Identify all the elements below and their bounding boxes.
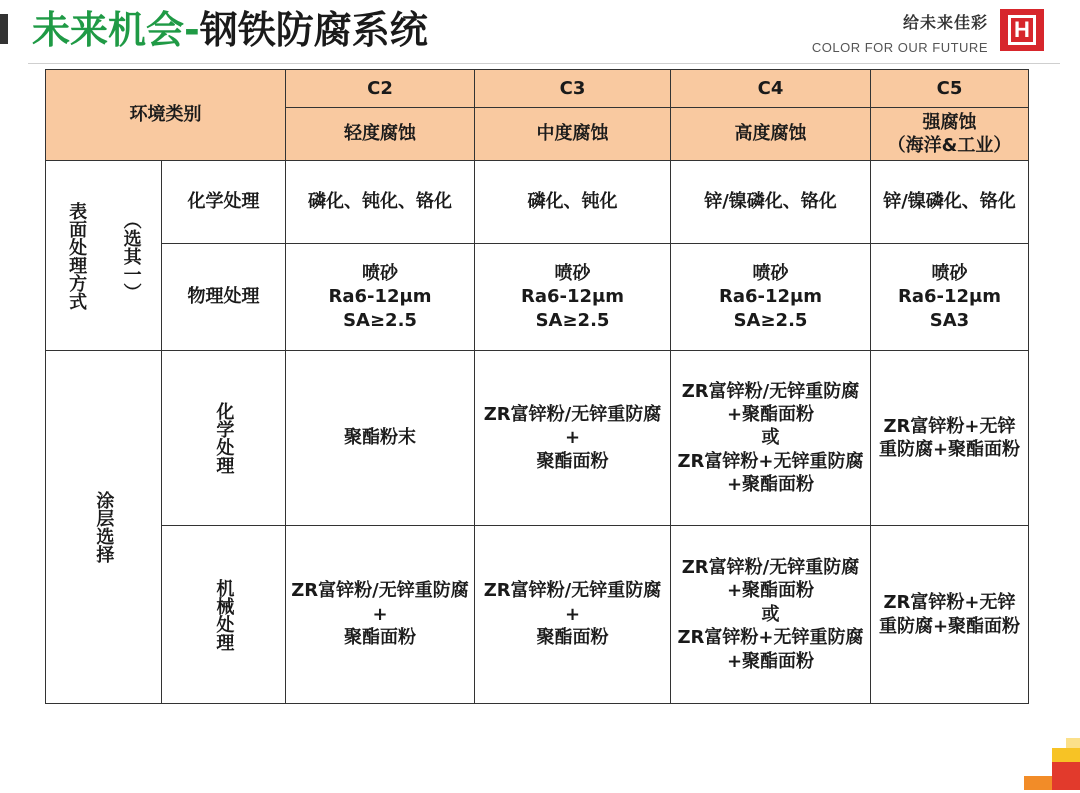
page-title	[32, 4, 428, 56]
col-code-c4: C4	[671, 70, 871, 108]
cell-line: ZR富锌粉/无锌重防腐	[291, 580, 469, 602]
cell-line: SA3	[929, 309, 970, 331]
col-code-c2: C2	[286, 70, 475, 108]
surface-physical-label: 物理处理	[162, 244, 286, 351]
logo-frame	[1008, 15, 1036, 45]
corner-color-block-light	[1066, 738, 1080, 748]
cell-line: Ra6-12μm	[718, 286, 823, 308]
cell-line: ZR富锌粉+无锌重防腐+聚酯面粉	[677, 450, 864, 496]
cell-line: SA≥2.5	[733, 309, 808, 331]
coating-chemical-label	[162, 351, 286, 526]
cell-line: +	[564, 603, 581, 625]
col-level-c3: 中度腐蚀	[475, 108, 671, 161]
cell-line: ZR富锌粉+无锌重防腐+聚酯面粉	[677, 627, 864, 672]
cell-line: +	[564, 427, 581, 449]
col-level-c5-note: （海洋&工业）	[887, 135, 1012, 156]
coating-chemical-c3	[475, 351, 671, 526]
header-divider	[28, 63, 1060, 64]
title-dark-part: 钢铁防腐系统	[199, 8, 428, 52]
coating-mechanical-label-text: 机械处理	[213, 578, 235, 651]
coating-chemical-c4	[671, 351, 871, 526]
coating-mechanical-c3	[475, 526, 671, 704]
brand-block	[812, 10, 988, 55]
table-row	[46, 244, 1029, 351]
col-level-c2: 轻度腐蚀	[286, 108, 475, 161]
surface-physical-c2	[286, 244, 475, 351]
cell-line: +	[372, 603, 388, 625]
col-level-c5	[871, 108, 1029, 161]
env-category-header: 环境类别	[46, 70, 286, 161]
table-row	[46, 70, 1029, 108]
coating-chemical-c2	[286, 351, 475, 526]
col-level-c4: 高度腐蚀	[671, 108, 871, 161]
cell-line: ZR富锌粉+无锌重防腐+聚酯面粉	[878, 415, 1021, 460]
cell-line: Ra6-12μm	[520, 286, 625, 308]
surface-treatment-label	[46, 161, 162, 351]
coating-mechanical-label	[162, 526, 286, 704]
left-accent-bar	[0, 14, 8, 44]
cell-line: 或	[761, 427, 780, 449]
brand-slogan-cn: 给未来佳彩	[902, 13, 988, 32]
surface-physical-c4	[671, 244, 871, 351]
surface-chemical-c4: 锌/镍磷化、铬化	[671, 161, 871, 244]
table-row	[46, 161, 1029, 244]
surface-chemical-c2: 磷化、钝化、铬化	[286, 161, 475, 244]
corner-color-block-orange	[1024, 776, 1052, 790]
surface-label-main: 表面处理方式	[66, 201, 88, 310]
cell-line: ZR富锌粉+无锌重防腐+聚酯面粉	[878, 592, 1021, 637]
surface-chemical-c5: 锌/镍磷化、铬化	[871, 161, 1029, 244]
cell-line: Ra6-12μm	[328, 286, 432, 308]
brand-logo	[1000, 9, 1044, 51]
col-level-c5-main: 强腐蚀	[922, 111, 977, 133]
cell-line: 喷砂	[752, 262, 789, 284]
cell-line: SA≥2.5	[535, 309, 610, 331]
surface-physical-c5	[871, 244, 1029, 351]
cell-line: 聚酯粉末	[344, 427, 416, 449]
surface-chemical-c3: 磷化、钝化	[475, 161, 671, 244]
corner-color-block-red	[1052, 762, 1080, 790]
cell-line: 聚酯面粉	[536, 450, 609, 472]
coating-mechanical-c4	[671, 526, 871, 704]
table-row	[46, 526, 1029, 704]
coating-label-text: 涂层选择	[93, 491, 115, 563]
title-green-part: 未来机会-	[32, 8, 200, 52]
coating-selection-label	[46, 351, 162, 704]
cell-line: SA≥2.5	[343, 309, 417, 331]
table-row	[46, 351, 1029, 526]
cell-line: 喷砂	[362, 262, 398, 284]
col-code-c3: C3	[475, 70, 671, 108]
cell-line: Ra6-12μm	[897, 286, 1002, 308]
surface-physical-c3	[475, 244, 671, 351]
coating-chemical-c5	[871, 351, 1029, 526]
cell-line: 或	[761, 603, 780, 625]
corner-color-block-yellow	[1052, 748, 1080, 762]
cell-line: 喷砂	[554, 262, 591, 284]
surface-chemical-label: 化学处理	[162, 161, 286, 244]
logo-letter: H	[1014, 17, 1030, 42]
cell-line: ZR富锌粉/无锌重防腐	[483, 580, 662, 602]
cell-line: 喷砂	[931, 262, 968, 284]
cell-line: 聚酯面粉	[344, 627, 416, 649]
coating-mechanical-c2	[286, 526, 475, 704]
cell-line: ZR富锌粉/无锌重防腐+聚酯面粉	[681, 557, 860, 602]
coating-mechanical-c5	[871, 526, 1029, 704]
coating-chemical-label-text: 化学处理	[213, 402, 235, 474]
cell-line: ZR富锌粉/无锌重防腐+聚酯面粉	[681, 380, 860, 425]
surface-label-sub: （选其一）	[120, 210, 142, 301]
col-code-c5: C5	[871, 70, 1029, 108]
anticorrosion-table	[45, 69, 1029, 704]
cell-line: 聚酯面粉	[536, 627, 609, 649]
brand-slogan-en: COLOR FOR OUR FUTURE	[811, 40, 988, 55]
cell-line: ZR富锌粉/无锌重防腐	[483, 403, 662, 425]
